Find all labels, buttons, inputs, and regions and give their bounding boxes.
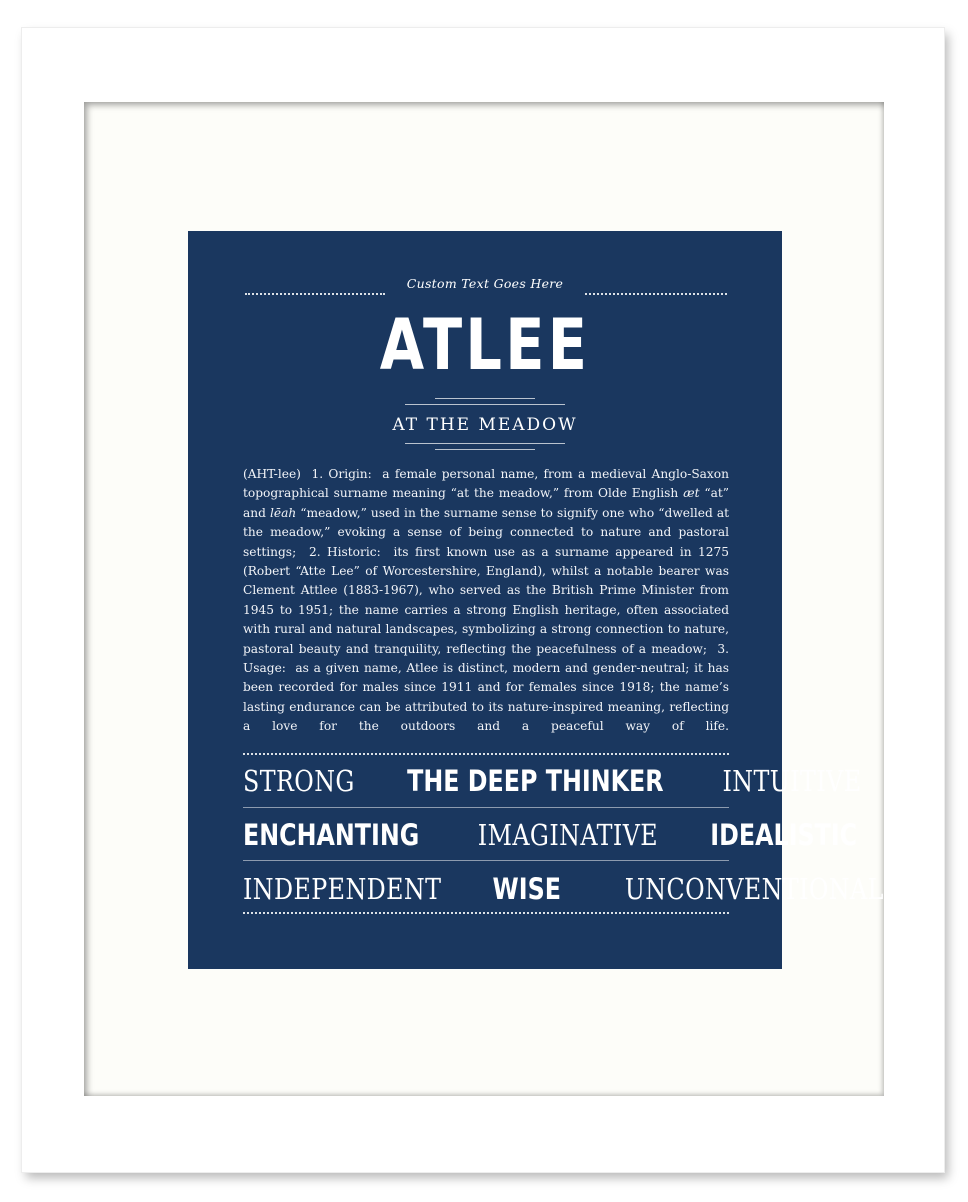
top-dotted-rule-right [585,293,727,295]
meaning-rule-bottom-short [435,449,535,450]
traits-dotted-rule-top [243,753,729,755]
name-meaning: AT THE MEADOW [392,415,578,435]
definition-italic-2: lēah [270,505,297,520]
picture-frame [22,28,944,1172]
trait-wise: WISE [492,872,561,906]
traits-dotted-rule-bottom [243,912,729,914]
mat-board [84,102,884,1096]
definition-italic-1: æt [683,486,700,501]
traits-divider-2 [243,860,729,861]
name-print [188,231,885,969]
traits-row-3 [243,871,885,907]
traits-row-1 [243,763,862,799]
trait-independent: INDEPENDENT [243,872,442,906]
trait-idealistic: IDEALISTIC [710,818,857,852]
custom-text: Custom Text Goes Here [406,276,564,291]
definition-text-2: “at” and [243,486,730,520]
meaning-rule-top-long [405,404,565,405]
trait-unconventional: UNCONVENTIONAL [625,872,885,906]
name-title: ATLEE [379,304,591,386]
meaning-rule-top-short [435,398,535,399]
traits-row-2 [243,817,857,853]
trait-strong: STRONG [243,764,355,798]
trait-intuitive: INTUITIVE [722,764,862,798]
trait-imaginative: IMAGINATIVE [477,818,659,852]
top-dotted-rule-left [245,293,385,295]
definition-text-1: (AHT-lee) 1. Origin: a female personal name, from a medieval Anglo-Saxon topographical surname meaning “at the meadow,” from Olde English [243,467,729,501]
trait-the-deep-thinker: THE DEEP THINKER [407,764,664,798]
meaning-rule-bottom-long [405,443,565,444]
definition-text-3: “meadow,” used in the surname sense to signify one who “dwelled at the meadow,” evoking a sense of being connected to nature and pastoral settings; 2. Historic: its first known use as a surname appeared in 1275 (Robert “Atte Lee” of Worcestershire, England), whilst a notable bearer was Clement Attlee (1883-1967), who served as the British Prime Minister from 1945 to 1951; the name carries a strong English heritage, often associated with rural and natural landscapes, symbolizing a strong connection to nature, pastoral beauty and tranquility, reflecting the peacefulness of a meadow; 3. Usage: as a given name, Atlee is distinct, modern and gender-neutral; it has been recorded for males since 1911 and for females since 1918; the name’s lasting endurance can be attributed to its nature-inspired meaning, reflecting a love for the outdoors and a peaceful way of life. [243,505,730,734]
traits-divider-1 [243,807,729,808]
trait-enchanting: ENCHANTING [243,818,420,852]
name-definition [243,465,729,737]
